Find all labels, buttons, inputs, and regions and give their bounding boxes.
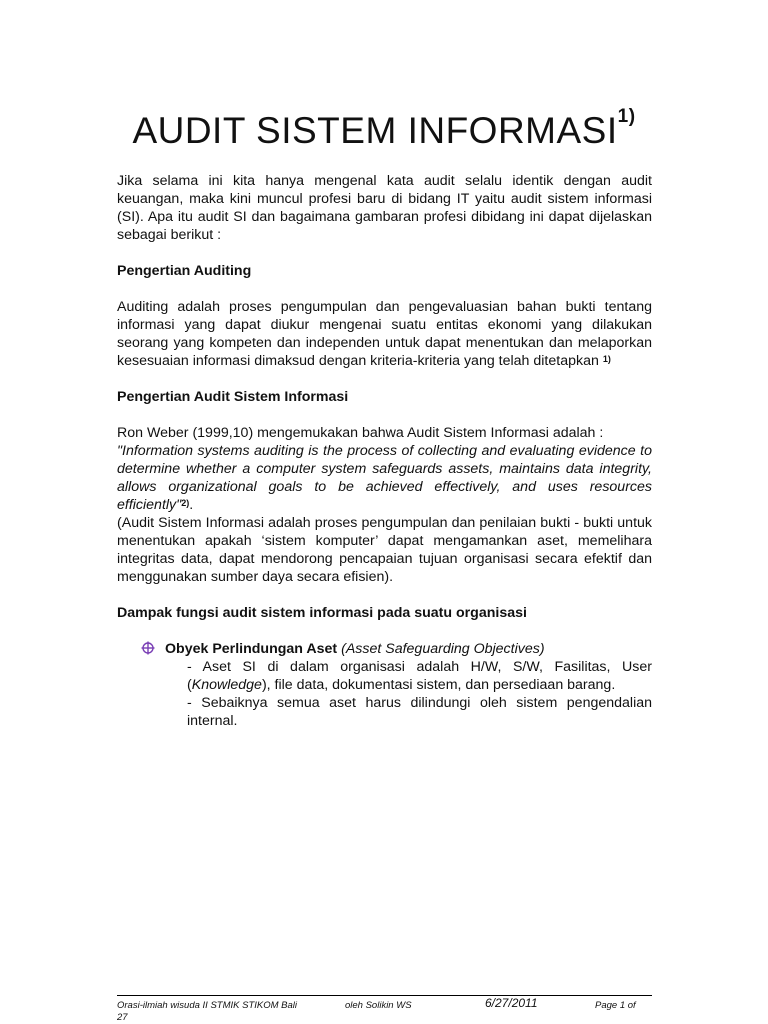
document-body xyxy=(117,172,652,730)
bullet-item xyxy=(141,640,652,658)
auditing-paragraph-text: Auditing adalah proses pengumpulan dan pengevaluasian bahan bukti tentang informasi yang dapat diukur mengenai suatu entitas ekonomi yang dilakukan seorang yang kompeten dan independen untuk dapat menentukan dan melaporkan kesesuaian informasi dimaksud dengan kriteria-kriteria yang telah ditetapkan xyxy=(117,299,652,369)
footer-author: oleh Solikin WS xyxy=(345,1000,412,1011)
footer-event: Orasi-ilmiah wisuda II STMIK STIKOM Bali xyxy=(117,1000,298,1011)
bullet-italic: (Asset Safeguarding Objectives) xyxy=(341,641,545,657)
heading-pengertian-audit-si: Pengertian Audit Sistem Informasi xyxy=(117,389,349,405)
intro-paragraph: Jika selama ini kita hanya mengenal kata audit selalu identik dengan audit keuangan, maka kini muncul profesi baru di bidang IT yaitu audit sistem informasi (SI). Apa itu audit SI dan bagaimana gambaran profesi dibidang ini dapat dijelaskan sebagai berikut : xyxy=(117,173,652,243)
sub-item-1-pre: - Aset SI di dalam organisasi adalah H/W, S/W, Fasilitas, User ( xyxy=(187,659,652,693)
bullet-text xyxy=(165,640,545,658)
translation-paragraph: (Audit Sistem Informasi adalah proses pengumpulan dan penilaian bukti - bukti untuk menentukan apakah ‘sistem komputer’ dapat mengamankan aset, memelihara integritas data, dapat mendorong pencapaian tujuan organisasi secara efektif dan menggunakan sumber daya secara efisien). xyxy=(117,515,652,585)
heading-pengertian-auditing: Pengertian Auditing xyxy=(117,263,252,279)
sub-item-1 xyxy=(187,658,652,694)
footnote-ref-2: 2) xyxy=(181,498,190,508)
weber-quote-end: . xyxy=(189,497,194,513)
footnote-ref: 1) xyxy=(602,354,611,364)
auditing-paragraph xyxy=(117,298,652,370)
title-footnote-ref: 1) xyxy=(617,106,636,127)
crosshair-bullet-icon xyxy=(141,641,155,655)
footer-date: 6/27/2011 xyxy=(485,996,538,1010)
footer-divider xyxy=(117,995,652,996)
sub-item-2: - Sebaiknya semua aset harus dilindungi oleh sistem pengendalian internal. xyxy=(187,695,652,729)
sub-item-1-post: ), file data, dokumentasi sistem, dan persediaan barang. xyxy=(261,677,616,693)
weber-quote xyxy=(117,442,652,514)
bullet-bold: Obyek Perlindungan Aset xyxy=(165,641,338,657)
document-title xyxy=(0,106,768,152)
title-text: AUDIT SISTEM INFORMASI xyxy=(132,110,618,151)
weber-quote-text: "Information systems auditing is the process of collecting and evaluating evidence to determine whether a computer system safeguards assets, maintains data integrity, allows organizational goals to be achieved effectively, and uses resources efficiently" xyxy=(117,443,652,513)
footer-page-label: Page 1 of xyxy=(595,1000,636,1011)
weber-lead: Ron Weber (1999,10) mengemukakan bahwa Audit Sistem Informasi adalah : xyxy=(117,425,604,441)
footer-page-total: 27 xyxy=(117,1012,128,1023)
sub-items xyxy=(187,658,652,730)
sub-item-1-italic: Knowledge xyxy=(191,677,262,693)
heading-dampak-fungsi: Dampak fungsi audit sistem informasi pada suatu organisasi xyxy=(117,605,527,621)
